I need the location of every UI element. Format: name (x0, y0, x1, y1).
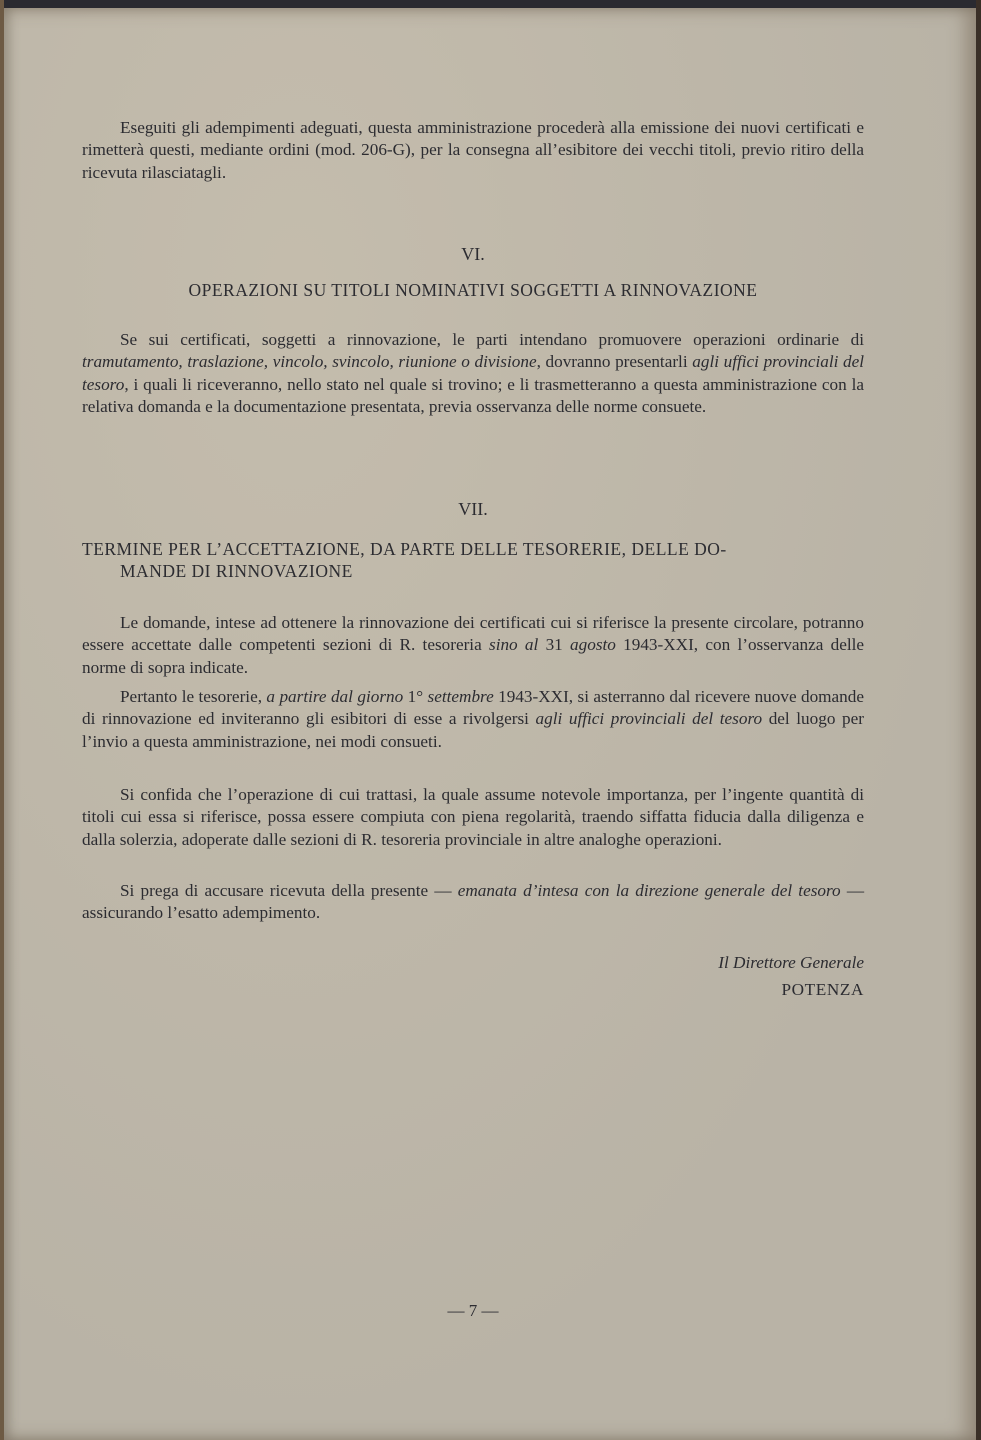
section-7-text: 1943-XXI, con l’osservanza delle norme di sopra indicate. (82, 635, 865, 677)
section-6-title: OPERAZIONI SU TITOLI NOMINATIVI SOGGETTI A RINNOVAZIONE (188, 280, 758, 300)
section-7-text: Si confida che l’operazione di cui trattasi, la quale assume notevole importanza, per l’ingente quantità di titoli cui essa si riferisce, possa essere compiuta con piena regolarità, traendo siffatta fiducia dalla diligenza e dalla solerzia, adoperate dalle sezioni di R. tesoreria provinciale in altre analoghe operazioni. (82, 785, 864, 849)
page-right-edge (976, 0, 981, 1440)
intro-paragraph-text: Eseguiti gli adempimenti adeguati, questa amministrazione procederà alla emissione dei nuovi certificati e rimetterà questi, mediante ordini (mod. 206-G), per la consegna all’esibitore dei vecchi titoli, previo ritiro della ricevuta rilasciatagli. (82, 118, 864, 182)
section-6-paragraph (82, 329, 864, 419)
section-7-text: 31 (538, 635, 571, 655)
section-6-number: VI. (461, 244, 485, 264)
section-7-italic: settembre (427, 687, 494, 706)
document-page (4, 8, 976, 1440)
section-7-paragraph-2 (82, 686, 864, 753)
section-7-title-line-2: MANDE DI RINNOVAZIONE (120, 561, 353, 582)
section-7-italic: emanata d’intesa con la direzione generale del tesoro (457, 881, 841, 900)
section-7-text: del luogo per l’invio a questa amministrazione, nei modi consueti. (82, 709, 864, 751)
section-6-italic-offices: agli uffici provinciali del tesoro (82, 352, 864, 394)
section-6-text: Se sui certificati, soggetti a rinnovazione, le parti intendano promuovere operazioni ordinarie di (120, 330, 864, 349)
signature-name: POTENZA (781, 980, 864, 999)
section-7-italic: agosto (570, 635, 616, 655)
section-7-text: 1943-XXI, si asterranno dal ricevere nuove domande di rinnovazione ed inviteranno gli esibitori di esse a rivolgersi (82, 687, 864, 729)
signature-role (564, 952, 864, 974)
section-7-text: Le domande, intese ad ottenere la rinnovazione dei certificati cui si riferisce la presente circolare, potranno essere accettate dalle competenti sezioni di R. tesoreria (82, 613, 864, 655)
intro-paragraph (82, 117, 864, 184)
section-7-text: — assicurando l’esatto adempimento. (82, 881, 865, 923)
section-7-text: 1° (403, 687, 428, 706)
section-6-text: , dovranno presentarli (536, 352, 693, 372)
page-number: — 7 — (447, 1301, 499, 1320)
signature-role-text: Il Direttore Generale (718, 953, 864, 972)
section-6-italic-operations: tramutamento, traslazione, vincolo, svincolo, riunione o divisione (82, 352, 537, 372)
section-7-italic: a partire dal giorno (266, 687, 404, 706)
section-7-paragraph-4 (82, 880, 864, 925)
section-7-paragraph-3 (82, 784, 864, 851)
section-7-italic: sino al (489, 635, 539, 655)
section-7-title (82, 538, 864, 583)
section-7-text: Si prega di accusare ricevuta della presente — (120, 881, 458, 900)
section-7-text: Pertanto le tesorerie, (120, 687, 267, 706)
section-7-title-line-1: TERMINE PER L’ACCETTAZIONE, DA PARTE DELLE TESORERIE, DELLE DO- (82, 539, 727, 559)
section-7-italic: agli uffici provinciali del tesoro (535, 709, 763, 729)
section-7-paragraph-1 (82, 612, 864, 679)
section-6-text: , i quali li riceveranno, nello stato nel quale si trovino; e li trasmetteranno a questa amministrazione con la relativa domanda e la documentazione presentata, previa osservanza delle norme consuete. (82, 374, 864, 417)
section-7-number: VII. (458, 499, 488, 519)
